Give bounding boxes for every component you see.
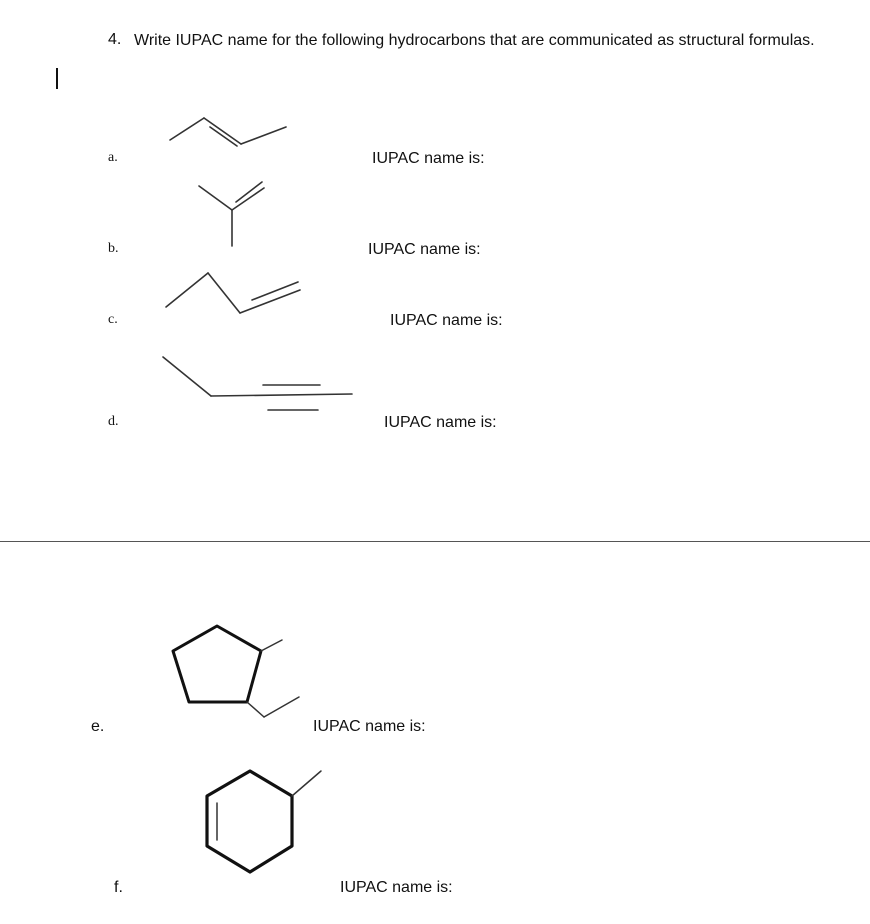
item-a-label: a.	[108, 150, 118, 165]
item-c-label: c.	[108, 312, 118, 327]
question-number: 4.	[108, 31, 122, 48]
item-d-iupac-prompt: IUPAC name is:	[384, 414, 497, 431]
item-c-iupac-prompt: IUPAC name is:	[390, 312, 503, 329]
item-b-label: b.	[108, 241, 119, 256]
item-e-iupac-prompt: IUPAC name is:	[313, 718, 426, 735]
item-f-label: f.	[114, 879, 123, 896]
question-text: Write IUPAC name for the following hydrocarbons that are communicated as structural formulas.	[134, 32, 815, 49]
item-d-label: d.	[108, 414, 119, 429]
item-f-iupac-prompt: IUPAC name is:	[340, 879, 453, 896]
item-b-iupac-prompt: IUPAC name is:	[368, 241, 481, 258]
item-a-iupac-prompt: IUPAC name is:	[372, 150, 485, 167]
item-e-label: e.	[91, 718, 105, 735]
